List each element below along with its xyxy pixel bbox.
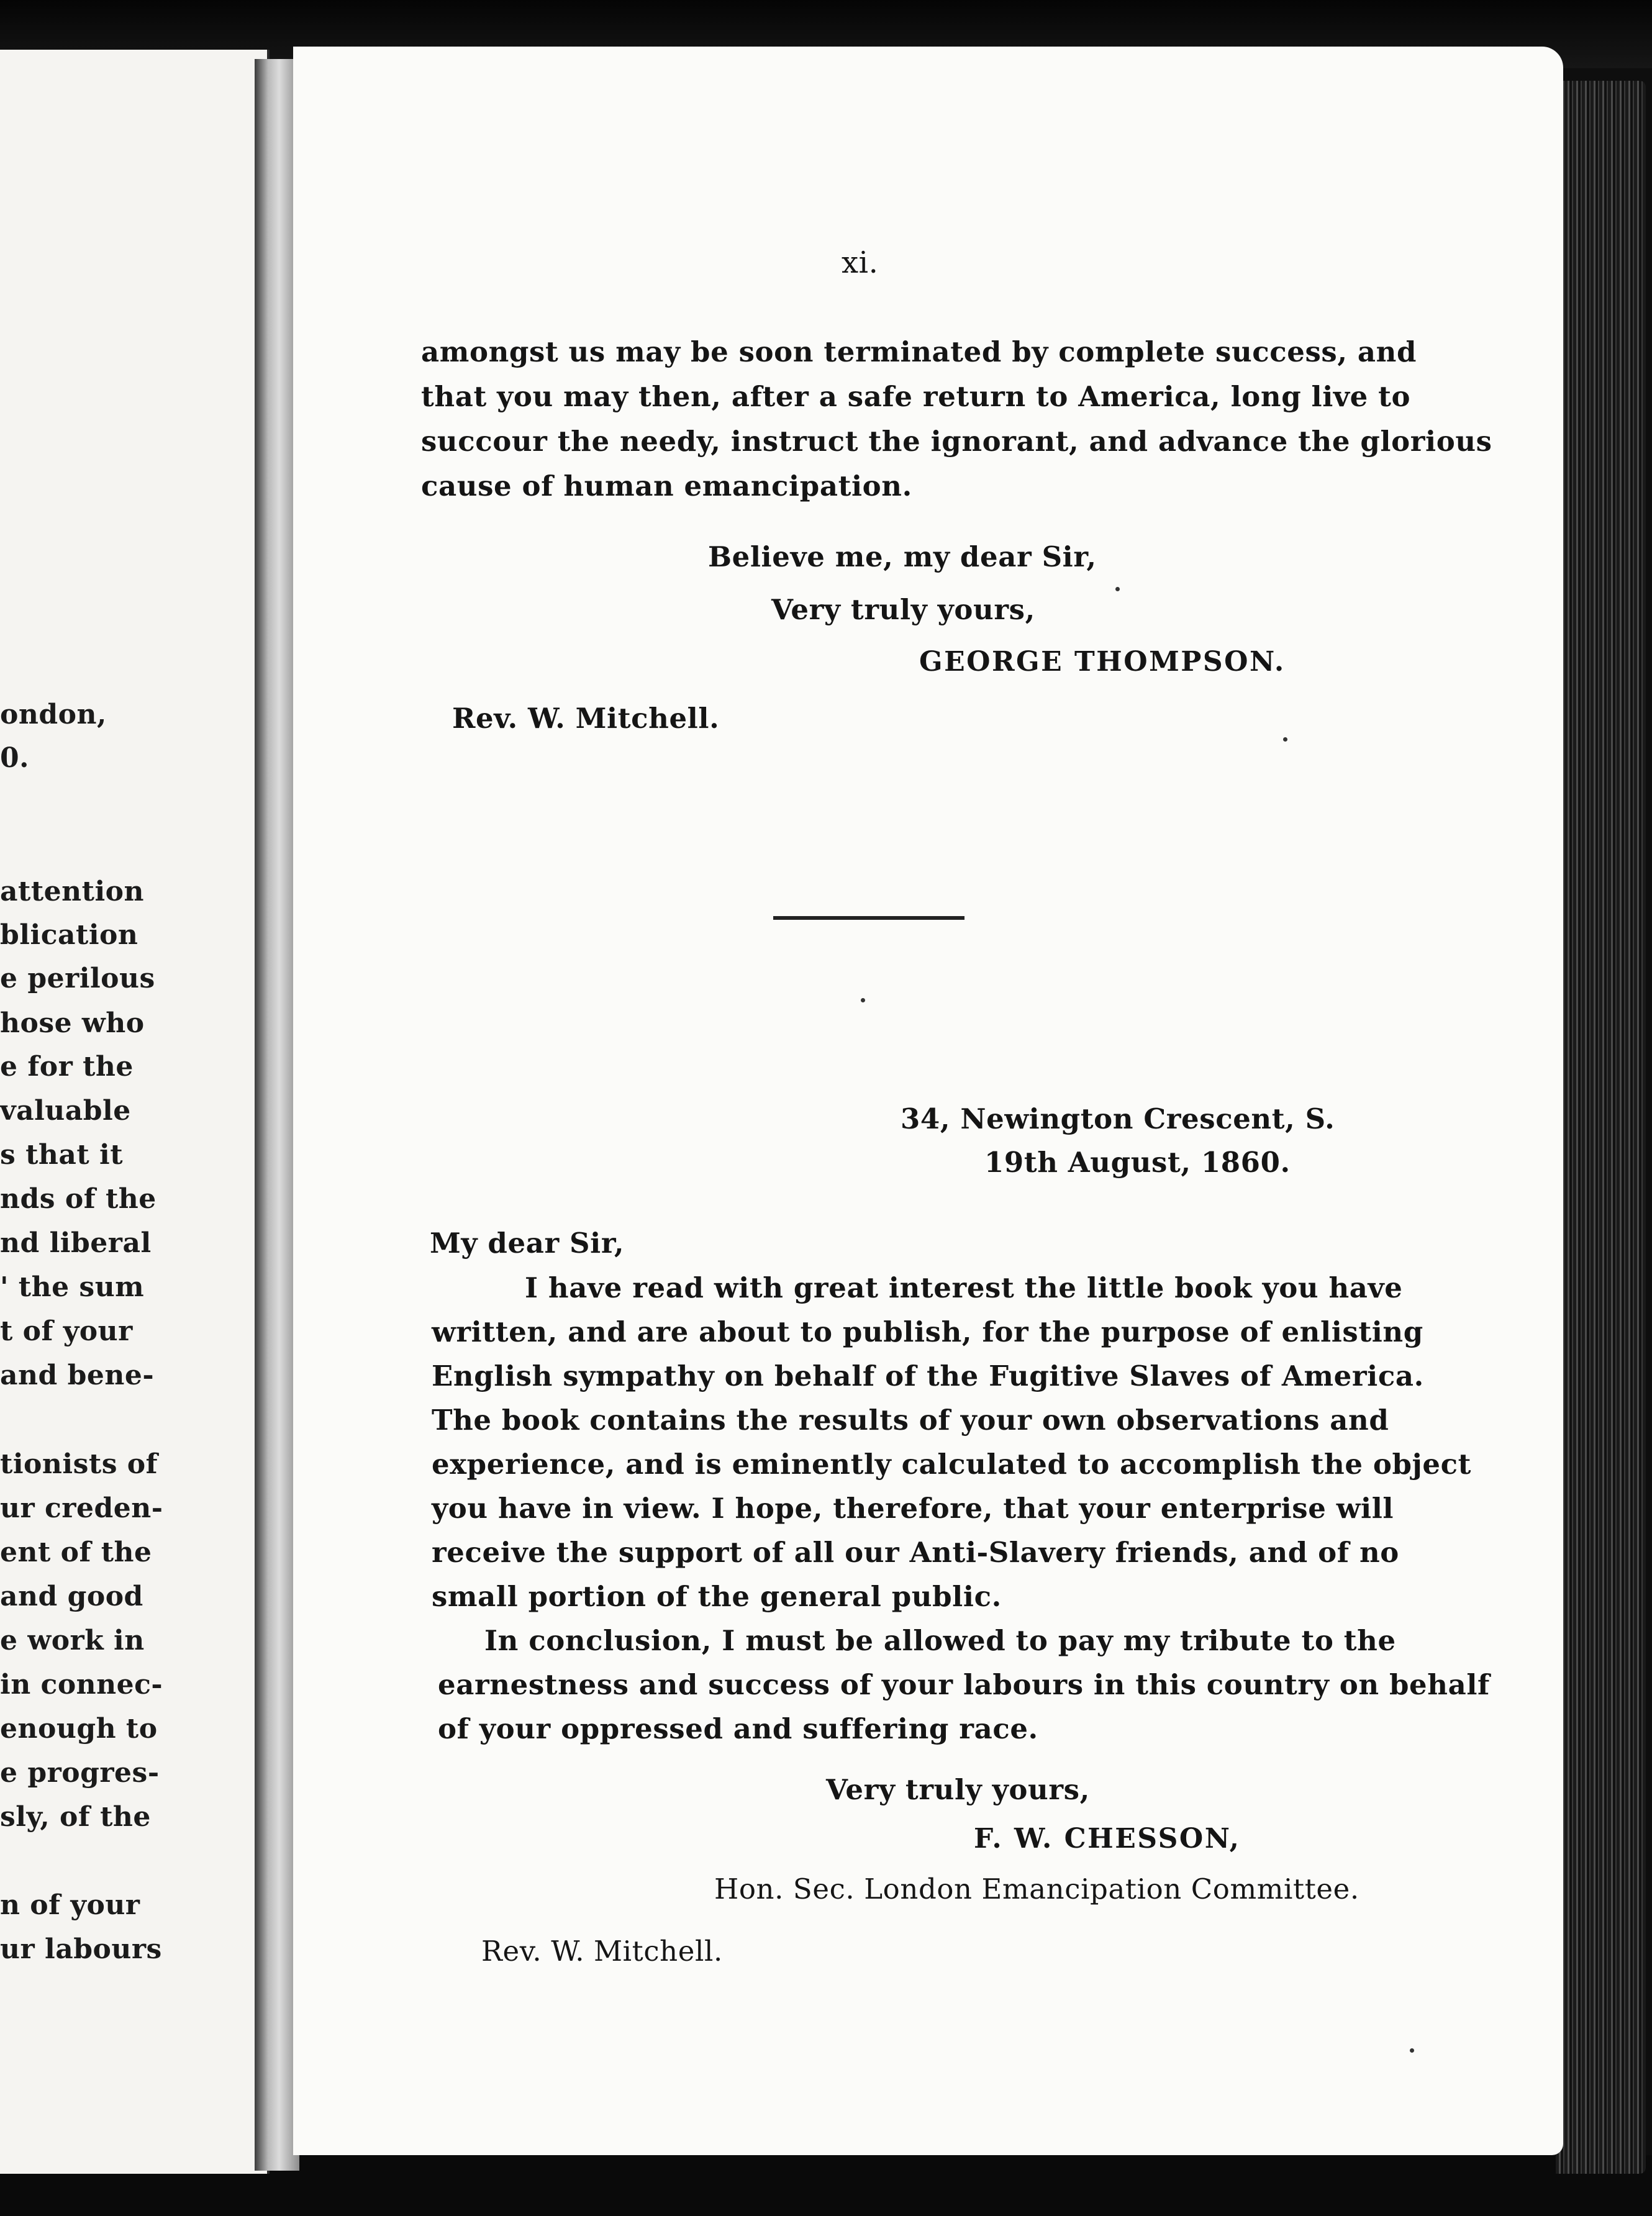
left-fragment: n of your [0, 1889, 140, 1921]
left-fragment: blication [0, 919, 138, 951]
letter2-line: receive the support of all our Anti-Slavery friends, and of no [432, 1536, 1399, 1569]
left-fragment: ur labours [0, 1933, 162, 1965]
letter2-valediction: Very truly yours, [826, 1773, 1090, 1806]
letter2-signature: F. W. CHESSON, [974, 1823, 1241, 1855]
left-fragment: e for the [0, 1051, 134, 1083]
left-fragment: ' the sum [0, 1271, 145, 1303]
left-fragment: tionists of [0, 1448, 158, 1480]
section-divider [773, 916, 964, 920]
left-fragment: nds of the [0, 1183, 157, 1215]
left-fragment: and good [0, 1581, 143, 1612]
letter2-line: you have in view. I hope, therefore, that your enterprise will [432, 1492, 1394, 1525]
letter2-line: of your oppressed and suffering race. [438, 1712, 1038, 1745]
left-fragment: sly, of the [0, 1801, 151, 1833]
letter1-closing: Believe me, my dear Sir, [708, 540, 1097, 573]
left-fragment: attention [0, 876, 145, 907]
letter2-title: Hon. Sec. London Emancipation Committee. [714, 1873, 1359, 1905]
letter2-line: English sympathy on behalf of the Fugitive Slaves of America. [432, 1360, 1424, 1392]
left-page [0, 50, 270, 2174]
page-edges [1556, 81, 1646, 2174]
left-fragment: in connec- [0, 1669, 163, 1701]
left-fragment: hose who [0, 1007, 145, 1039]
left-fragment: nd liberal [0, 1227, 152, 1259]
letter2-salutation: My dear Sir, [430, 1227, 625, 1260]
letter2-addressee: Rev. W. Mitchell. [481, 1935, 723, 1968]
letter2-line: I have read with great interest the little book you have [525, 1271, 1403, 1304]
left-fragment: e progres- [0, 1757, 160, 1789]
page-number: xi. [842, 245, 879, 280]
left-fragment: ondon, [0, 699, 107, 730]
letter2-line: In conclusion, I must be allowed to pay my tribute to the [484, 1624, 1396, 1657]
letter1-line: succour the needy, instruct the ignorant, and advance the glorious [421, 425, 1492, 458]
left-fragment: s that it [0, 1139, 124, 1171]
left-fragment: e work in [0, 1625, 145, 1656]
scan-speck [1410, 2048, 1414, 2053]
scan-speck [1283, 737, 1287, 742]
scan-speck [1115, 587, 1120, 591]
letter2-line: The book contains the results of your own observations and [432, 1404, 1389, 1437]
letter1-signature: GEORGE THOMPSON. [919, 646, 1286, 678]
letter2-line: experience, and is eminently calculated to accomplish the object [432, 1448, 1472, 1481]
letter1-line: amongst us may be soon terminated by complete success, and [421, 335, 1417, 368]
letter2-line: earnestness and success of your labours in this country on behalf [438, 1668, 1490, 1701]
letter2-date: 19th August, 1860. [984, 1146, 1291, 1179]
left-fragment: ur creden- [0, 1492, 163, 1524]
left-fragment: ent of the [0, 1537, 152, 1568]
letter2-line: small portion of the general public. [432, 1580, 1002, 1613]
scan-speck [861, 998, 865, 1002]
letter2-address: 34, Newington Crescent, S. [901, 1102, 1335, 1135]
letter1-line: that you may then, after a safe return to America, long live to [421, 380, 1411, 413]
left-fragment: t of your [0, 1315, 133, 1347]
left-fragment: enough to [0, 1713, 158, 1745]
left-fragment: e perilous [0, 963, 155, 994]
left-fragment: and bene- [0, 1360, 155, 1391]
letter2-line: written, and are about to publish, for the purpose of enlisting [432, 1315, 1423, 1348]
letter1-line: cause of human emancipation. [421, 470, 912, 502]
left-fragment: 0. [0, 742, 29, 774]
letter1-valediction: Very truly yours, [771, 593, 1035, 626]
letter1-addressee: Rev. W. Mitchell. [452, 702, 720, 735]
left-fragment: valuable [0, 1095, 131, 1127]
